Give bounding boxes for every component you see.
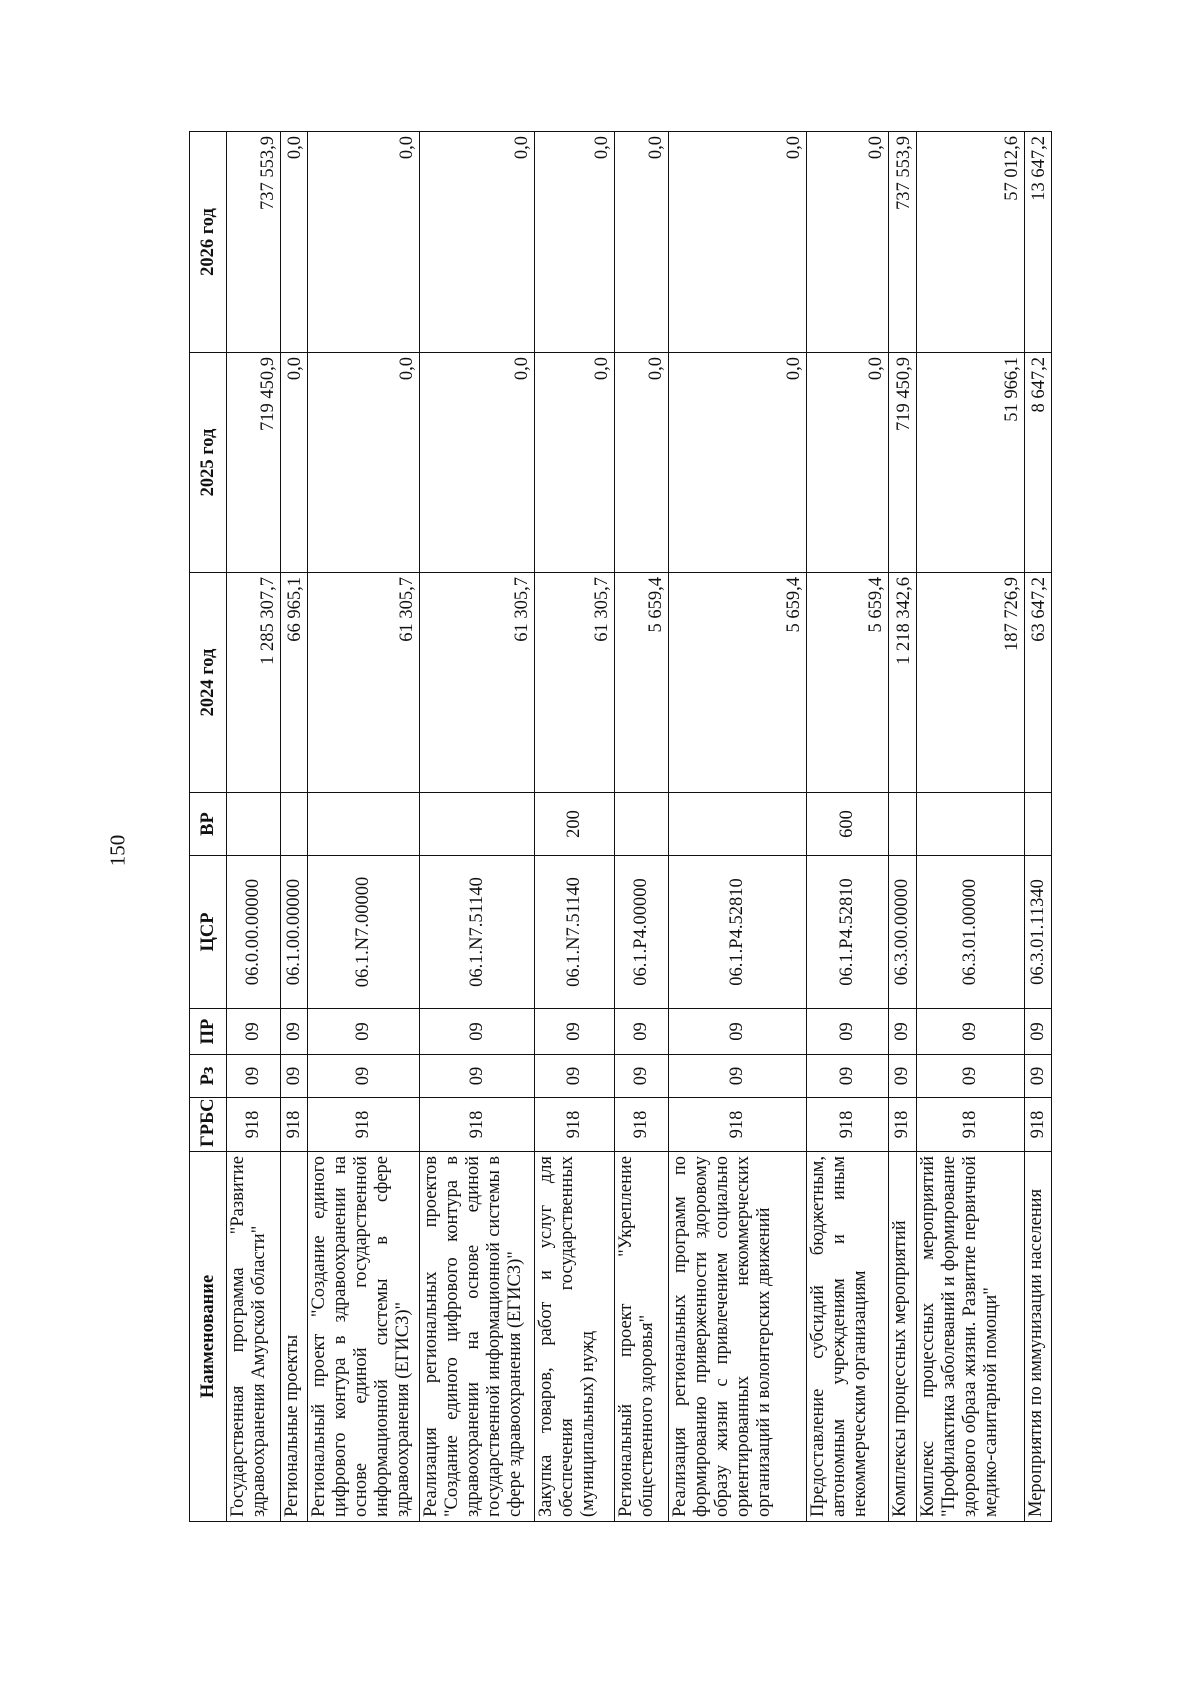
cell-csr: 06.1.P4.52810: [807, 856, 889, 1009]
cell-2026: 57 012,6: [917, 132, 1025, 353]
cell-vr: [889, 793, 917, 856]
cell-rz: 09: [807, 1055, 889, 1098]
cell-2024: 1 285 307,7: [227, 573, 281, 793]
cell-2026: 0,0: [807, 132, 889, 353]
cell-grbs: 918: [889, 1098, 917, 1152]
cell-pr: 09: [227, 1009, 281, 1055]
page-number: 150: [105, 834, 130, 867]
cell-2025: 0,0: [807, 353, 889, 573]
cell-pr: 09: [889, 1009, 917, 1055]
cell-pr: 09: [535, 1009, 615, 1055]
cell-rz: 09: [535, 1055, 615, 1098]
cell-pr: 09: [917, 1009, 1025, 1055]
table-row: [889, 132, 917, 1522]
cell-vr: [669, 793, 807, 856]
header-2024: 2024 год: [190, 573, 227, 793]
cell-name: Мероприятия по иммунизации населения: [1025, 1152, 1052, 1522]
cell-2026: 0,0: [615, 132, 669, 353]
cell-name: Закупка товаров, работ и услуг для обеспечения государственных (муниципальных) нужд: [535, 1152, 615, 1522]
cell-name: Комплексы процессных мероприятий: [889, 1152, 917, 1522]
header-pr: ПР: [190, 1009, 227, 1055]
cell-name: Предоставление субсидий бюджетным, автономным учреждениям и иным некоммерческим организациям: [807, 1152, 889, 1522]
table-row: [227, 132, 281, 1522]
cell-2025: 0,0: [535, 353, 615, 573]
header-rz: Рз: [190, 1055, 227, 1098]
cell-2025: 719 450,9: [889, 353, 917, 573]
cell-2024: 5 659,4: [807, 573, 889, 793]
table-row: [917, 132, 1025, 1522]
cell-grbs: 918: [420, 1098, 535, 1152]
cell-2024: 1 218 342,6: [889, 573, 917, 793]
cell-grbs: 918: [917, 1098, 1025, 1152]
cell-2026: 0,0: [420, 132, 535, 353]
cell-2026: 737 553,9: [889, 132, 917, 353]
cell-csr: 06.3.01.00000: [917, 856, 1025, 1009]
cell-csr: 06.1.00.00000: [281, 856, 308, 1009]
cell-vr: 200: [535, 793, 615, 856]
cell-rz: 09: [227, 1055, 281, 1098]
cell-2025: 0,0: [615, 353, 669, 573]
cell-rz: 09: [669, 1055, 807, 1098]
cell-rz: 09: [420, 1055, 535, 1098]
cell-2025: 0,0: [420, 353, 535, 573]
header-2026: 2026 год: [190, 132, 227, 353]
cell-2024: 61 305,7: [308, 573, 420, 793]
cell-vr: [308, 793, 420, 856]
cell-grbs: 918: [669, 1098, 807, 1152]
cell-name: Комплекс процессных мероприятий "Профилактика заболеваний и формирование здорового образа жизни. Развитие первичной медико-санитарной помощи": [917, 1152, 1025, 1522]
cell-pr: 09: [807, 1009, 889, 1055]
cell-2025: 51 966,1: [917, 353, 1025, 573]
cell-2024: 5 659,4: [615, 573, 669, 793]
cell-vr: [1025, 793, 1052, 856]
cell-csr: 06.1.P4.00000: [615, 856, 669, 1009]
cell-2026: 0,0: [669, 132, 807, 353]
cell-csr: 06.1.N7.51140: [420, 856, 535, 1009]
cell-pr: 09: [615, 1009, 669, 1055]
cell-csr: 06.1.P4.52810: [669, 856, 807, 1009]
cell-rz: 09: [1025, 1055, 1052, 1098]
cell-csr: 06.3.00.00000: [889, 856, 917, 1009]
cell-vr: [281, 793, 308, 856]
cell-grbs: 918: [535, 1098, 615, 1152]
table-header-row: [190, 132, 227, 1522]
cell-2024: 61 305,7: [420, 573, 535, 793]
cell-name: Реализация региональных программ по формированию приверженности здоровому образу жизни с привлечением социально ориентированных некоммерческих организаций и волонтерских движений: [669, 1152, 807, 1522]
table-row: [420, 132, 535, 1522]
table-row: [281, 132, 308, 1522]
cell-vr: [917, 793, 1025, 856]
table-row: [615, 132, 669, 1522]
cell-pr: 09: [308, 1009, 420, 1055]
cell-grbs: 918: [281, 1098, 308, 1152]
cell-2026: 737 553,9: [227, 132, 281, 353]
table-row: [669, 132, 807, 1522]
cell-csr: 06.1.N7.51140: [535, 856, 615, 1009]
cell-rz: 09: [308, 1055, 420, 1098]
cell-rz: 09: [917, 1055, 1025, 1098]
cell-vr: [615, 793, 669, 856]
rotated-table-container: [189, 132, 1050, 1522]
cell-pr: 09: [420, 1009, 535, 1055]
cell-pr: 09: [669, 1009, 807, 1055]
budget-table: [189, 131, 1052, 1522]
cell-csr: 06.3.01.11340: [1025, 856, 1052, 1009]
cell-grbs: 918: [308, 1098, 420, 1152]
cell-2024: 63 647,2: [1025, 573, 1052, 793]
cell-rz: 09: [615, 1055, 669, 1098]
cell-2024: 5 659,4: [669, 573, 807, 793]
header-vr: ВР: [190, 793, 227, 856]
cell-grbs: 918: [807, 1098, 889, 1152]
table-row: [308, 132, 420, 1522]
cell-2026: 13 647,2: [1025, 132, 1052, 353]
header-name: Наименование: [190, 1152, 227, 1522]
cell-grbs: 918: [615, 1098, 669, 1152]
cell-2026: 0,0: [535, 132, 615, 353]
cell-name: Региональный проект "Создание единого цифрового контура в здравоохранении на основе единой государственной информационной системы в сфере здравоохранения (ЕГИСЗ)": [308, 1152, 420, 1522]
cell-pr: 09: [281, 1009, 308, 1055]
cell-grbs: 918: [227, 1098, 281, 1152]
cell-vr: [227, 793, 281, 856]
cell-2024: 187 726,9: [917, 573, 1025, 793]
cell-csr: 06.1.N7.00000: [308, 856, 420, 1009]
cell-pr: 09: [1025, 1009, 1052, 1055]
cell-name: Государственная программа "Развитие здравоохранения Амурской области": [227, 1152, 281, 1522]
table-row: [535, 132, 615, 1522]
cell-rz: 09: [281, 1055, 308, 1098]
cell-2024: 61 305,7: [535, 573, 615, 793]
cell-rz: 09: [889, 1055, 917, 1098]
header-csr: ЦСР: [190, 856, 227, 1009]
cell-2026: 0,0: [308, 132, 420, 353]
cell-2026: 0,0: [281, 132, 308, 353]
cell-vr: [420, 793, 535, 856]
cell-2025: 0,0: [281, 353, 308, 573]
cell-name: Реализация региональных проектов "Создание единого цифрового контура в здравоохранении на основе единой государственной информационной системы в сфере здравоохранения (ЕГИСЗ)": [420, 1152, 535, 1522]
cell-vr: 600: [807, 793, 889, 856]
cell-name: Региональные проекты: [281, 1152, 308, 1522]
cell-2024: 66 965,1: [281, 573, 308, 793]
table-row: [1025, 132, 1052, 1522]
cell-csr: 06.0.00.00000: [227, 856, 281, 1009]
header-grbs: ГРБС: [190, 1098, 227, 1152]
cell-2025: 8 647,2: [1025, 353, 1052, 573]
cell-2025: 719 450,9: [227, 353, 281, 573]
header-2025: 2025 год: [190, 353, 227, 573]
cell-grbs: 918: [1025, 1098, 1052, 1152]
cell-name: Региональный проект "Укрепление общественного здоровья": [615, 1152, 669, 1522]
cell-2025: 0,0: [308, 353, 420, 573]
cell-2025: 0,0: [669, 353, 807, 573]
table-row: [807, 132, 889, 1522]
